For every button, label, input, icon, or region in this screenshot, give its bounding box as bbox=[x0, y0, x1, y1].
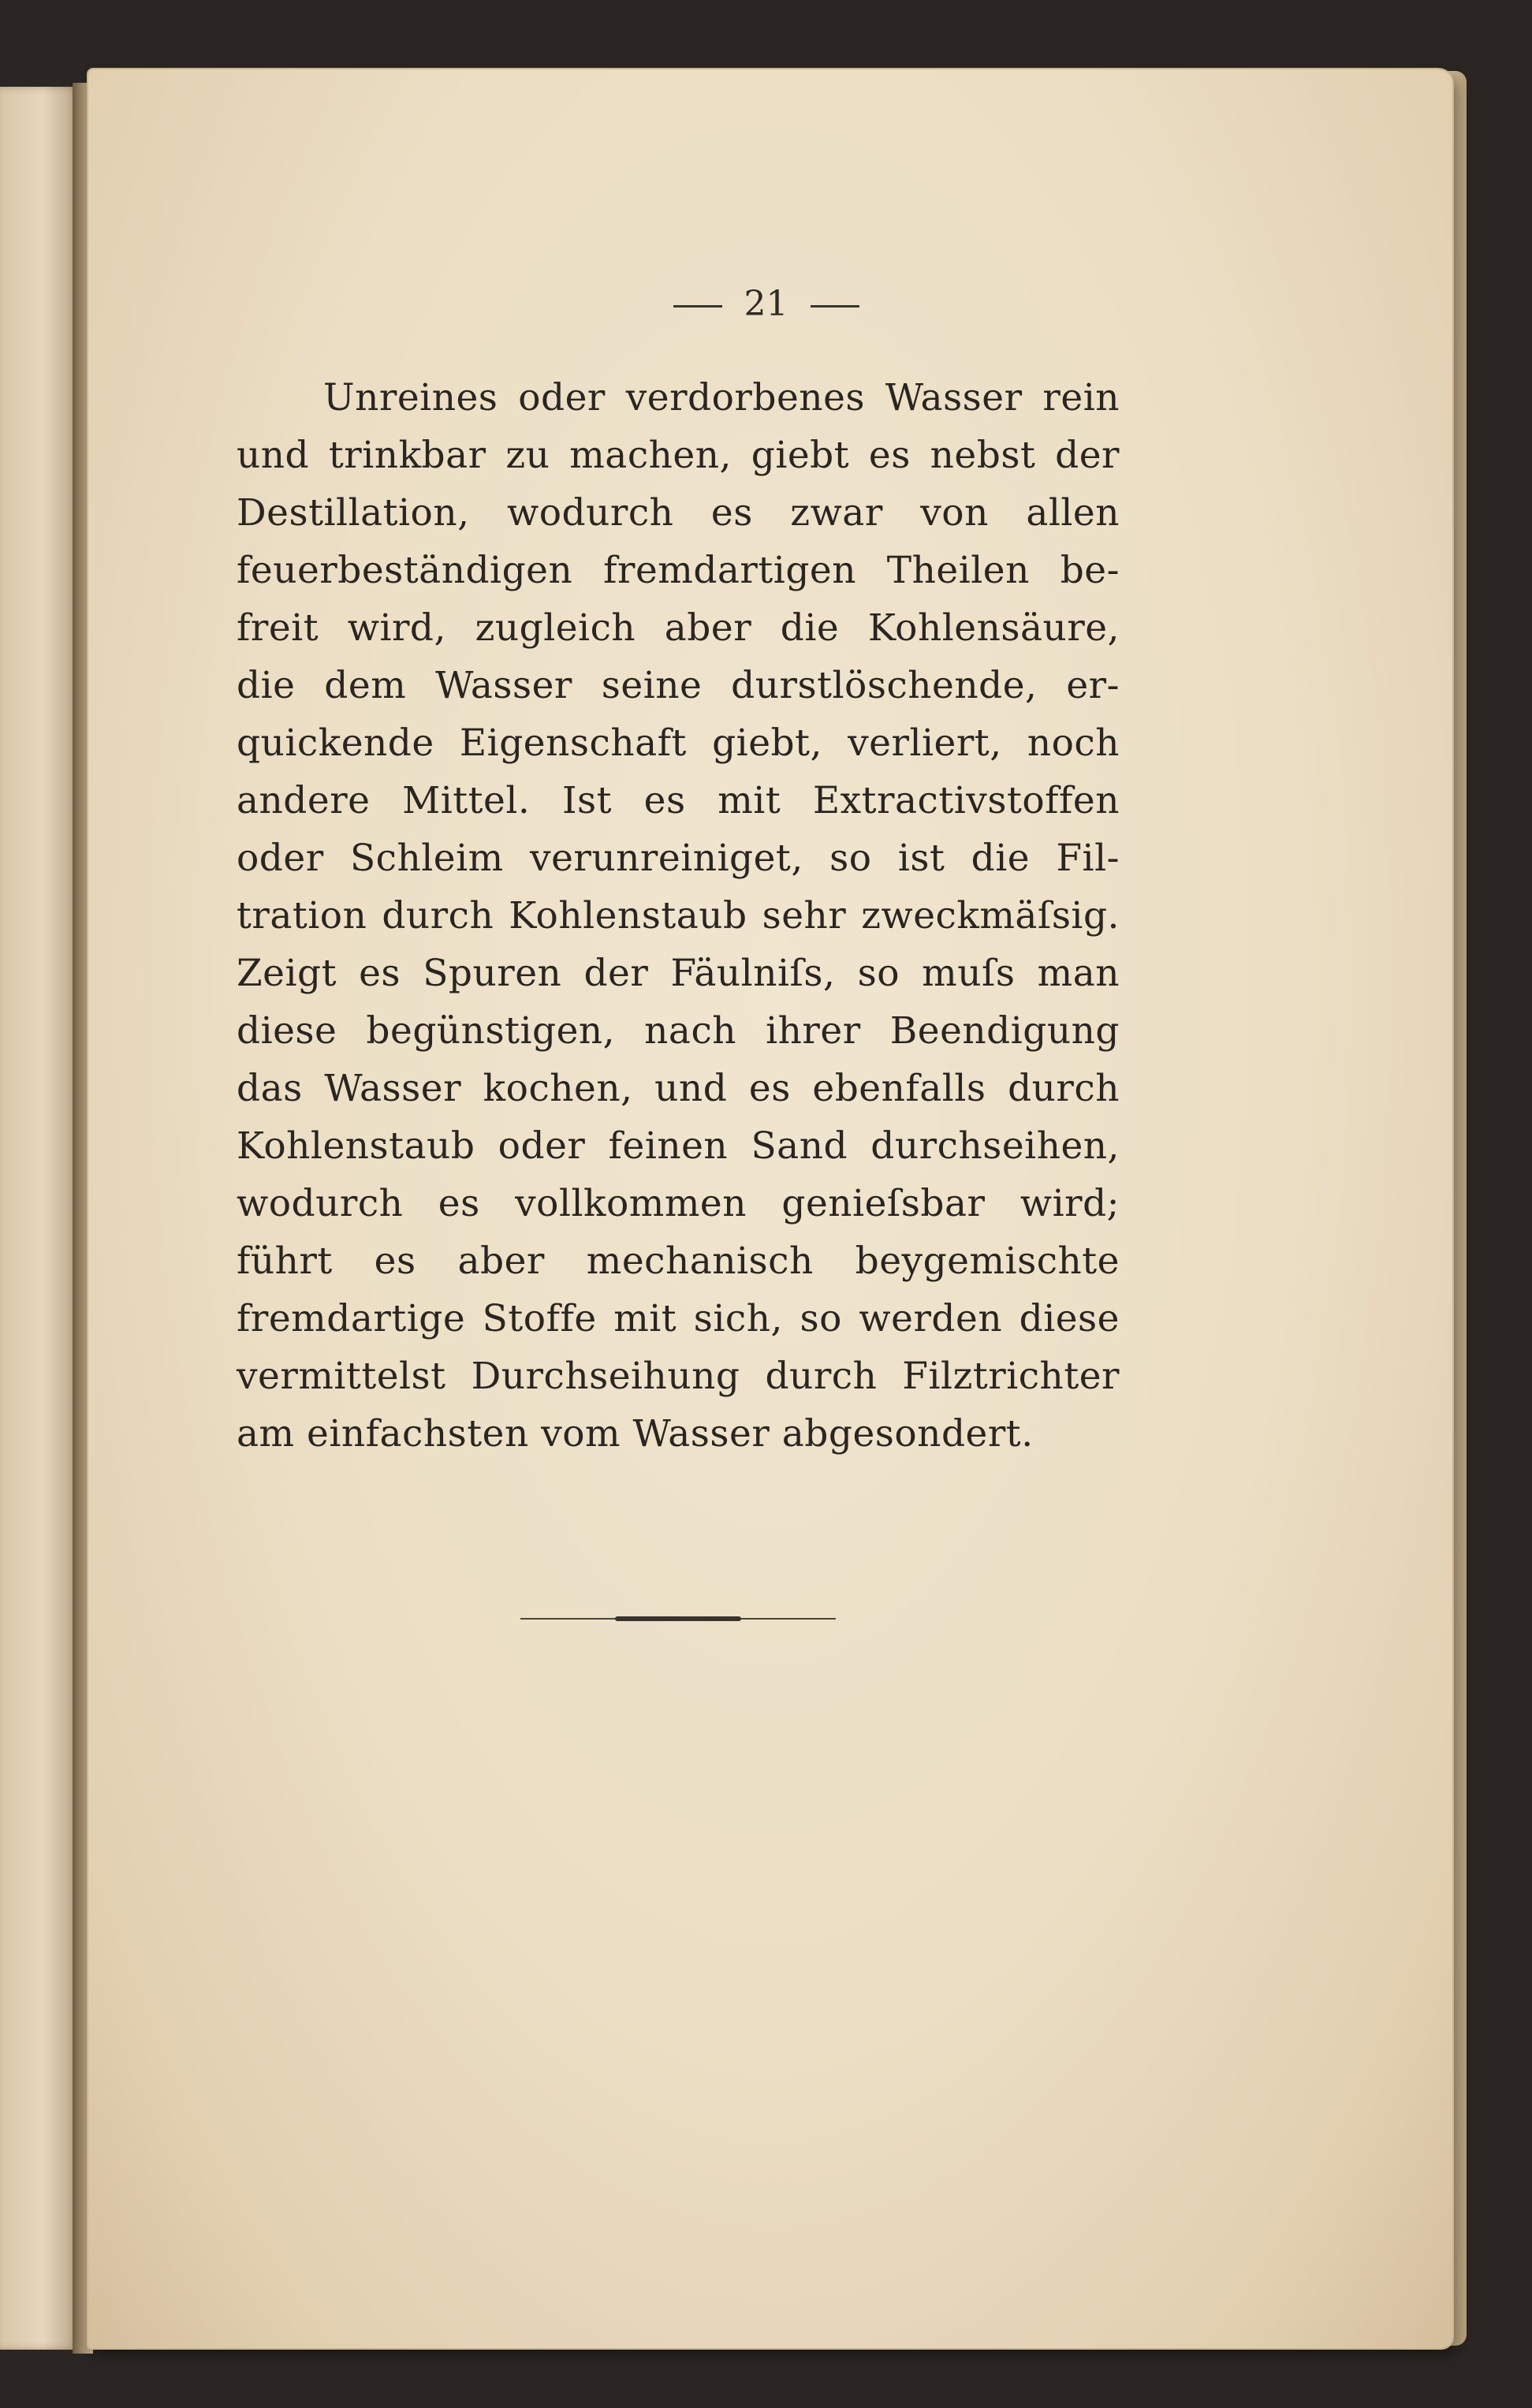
text-line: tration durch Kohlenstaub sehr zweckmäſsig. bbox=[237, 894, 1120, 937]
text-line: Kohlenstaub oder feinen Sand durchseihen, bbox=[237, 1124, 1120, 1168]
text-line: Unreines oder verdorbenes Wasser rein bbox=[323, 376, 1120, 419]
paragraph-block bbox=[237, 369, 1120, 1463]
header-dash-right bbox=[811, 305, 859, 308]
rule-thick-center bbox=[615, 1616, 741, 1621]
text-line: andere Mittel. Ist es mit Extractivstoffen bbox=[237, 779, 1120, 822]
text-line: führt es aber mechanisch beygemischte bbox=[237, 1239, 1120, 1283]
text-line: oder Schleim verunreiniget, so ist die Fil- bbox=[237, 837, 1120, 880]
facing-page-edge bbox=[0, 87, 79, 2350]
end-ornament-rule bbox=[520, 1615, 836, 1623]
page-number: 21 bbox=[744, 284, 788, 324]
text-line: vermittelst Durchseihung durch Filztrichter bbox=[237, 1355, 1120, 1398]
text-line: freit wird, zugleich aber die Kohlensäure, bbox=[237, 606, 1120, 650]
header-dash-left bbox=[673, 305, 722, 308]
text-line: das Wasser kochen, und es ebenfalls durch bbox=[237, 1067, 1120, 1110]
text-line: fremdartige Stoffe mit sich, so werden diese bbox=[237, 1297, 1120, 1340]
text-line: Zeigt es Spuren der Fäulniſs, so muſs man bbox=[237, 952, 1120, 995]
text-line: quickende Eigenschaft giebt, verliert, noch bbox=[237, 721, 1120, 765]
text-line: die dem Wasser seine durstlöschende, er- bbox=[237, 664, 1120, 707]
text-line: Destillation, wodurch es zwar von allen bbox=[237, 491, 1120, 535]
text-line: am einfachsten vom Wasser abgesondert. bbox=[237, 1412, 1034, 1456]
text-line: feuerbeständigen fremdartigen Theilen be- bbox=[237, 549, 1120, 592]
text-line: wodurch es vollkommen genieſsbar wird; bbox=[237, 1182, 1120, 1225]
text-line: und trinkbar zu machen, giebt es nebst der bbox=[237, 434, 1120, 477]
text-line: diese begünstigen, nach ihrer Beendigung bbox=[237, 1009, 1120, 1053]
page-header bbox=[0, 284, 1532, 324]
